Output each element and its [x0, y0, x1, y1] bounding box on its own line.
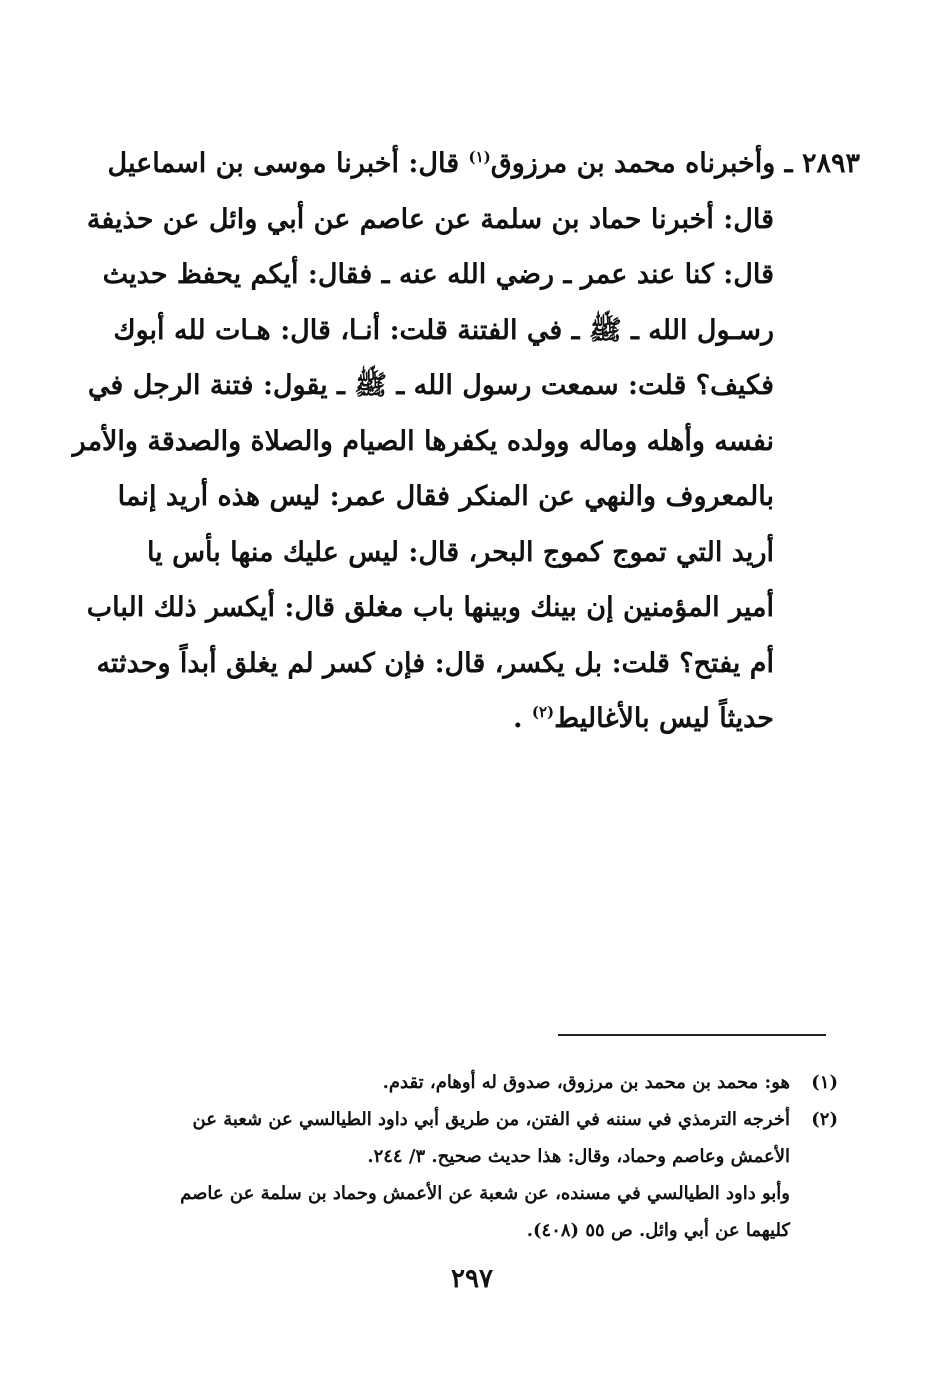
- hadith-line-11: حديثاً ليس بالأغاليط$^{(٢)}$ .: [513, 703, 774, 734]
- hadith-text: [72, 136, 860, 747]
- hadith-line-9: أمير المؤمنين إن بينك وبينها باب مغلق قال: أيكسر ذلك الباب: [86, 592, 774, 623]
- hadith-line-3: قال: كنا عند عمر ـ رضي الله عنه ـ فقال: أيكم يحفظ حديث: [102, 259, 774, 290]
- hadith-number: ٢٨٩٣: [801, 148, 860, 179]
- footnote-2-marker: (٢): [811, 1109, 838, 1130]
- page-number: ٢٩٧: [451, 1264, 493, 1294]
- hadith-line-1: ٢٨٩٣ ـ وأخبرناه محمد بن مرزوق$^{(١)}$ قال: أخبرنا موسى بن اسماعيل: [107, 148, 860, 179]
- footnote-1-marker: (١): [811, 1072, 838, 1093]
- hadith-line-4: رسـول الله ـ ﷺ ـ في الفتنة قلت: أنـا، قال: هـات لله أبوك: [113, 314, 774, 346]
- footnote-ref-2[interactable]: (٢): [531, 703, 555, 721]
- hadith-line-6: نفسه وأهله وماله وولده يكفرها الصيام والصلاة والصدقة والأمر: [72, 425, 774, 457]
- footnote-ref-1[interactable]: (١): [468, 148, 491, 166]
- footnote-1-text: هو: محمد بن محمد بن مرزوق، صدوق له أوهام، تقدم.: [382, 1072, 790, 1093]
- hadith-line-7: بالمعروف والنهي عن المنكر فقال عمر: ليس هذه أريد إنما: [117, 481, 774, 512]
- footnote-2-text-line-1: أخرجه الترمذي في سننه في الفتن، من طريق أبي داود الطيالسي عن شعبة عن: [192, 1109, 790, 1130]
- footnote-1: [128, 1064, 838, 1101]
- footnote-2-text-line-2: الأعمش وعاصم وحماد، وقال: هذا حديث صحيح. ٣/ ٢٤٤.: [367, 1146, 790, 1167]
- footnote-2-text-line-3: وأبو داود الطيالسي في مسنده، عن شعبة عن الأعمش وحماد بن سلمة عن عاصم: [180, 1183, 790, 1204]
- footnotes: [128, 1064, 838, 1249]
- hadith-line-10: أم يفتح؟ قلت: بل يكسر، قال: فإن كسر لم يغلق أبداً وحدثته: [96, 647, 774, 679]
- footnote-2: [128, 1101, 838, 1138]
- hadith-line-2: قال: أخبرنا حماد بن سلمة عن عاصم عن أبي وائل عن حذيفة: [86, 203, 774, 235]
- footnote-separator: [558, 1034, 826, 1036]
- hadith-line-5: فكيف؟ قلت: سمعت رسول الله ـ ﷺ ـ يقول: فتنة الرجل في: [87, 370, 774, 401]
- footnote-2-text-line-4: كليهما عن أبي وائل. ص ٥٥ (٤٠٨).: [526, 1220, 790, 1241]
- hadith-line-8: أريد التي تموج كموج البحر، قال: ليس عليك منها بأس يا: [146, 536, 774, 568]
